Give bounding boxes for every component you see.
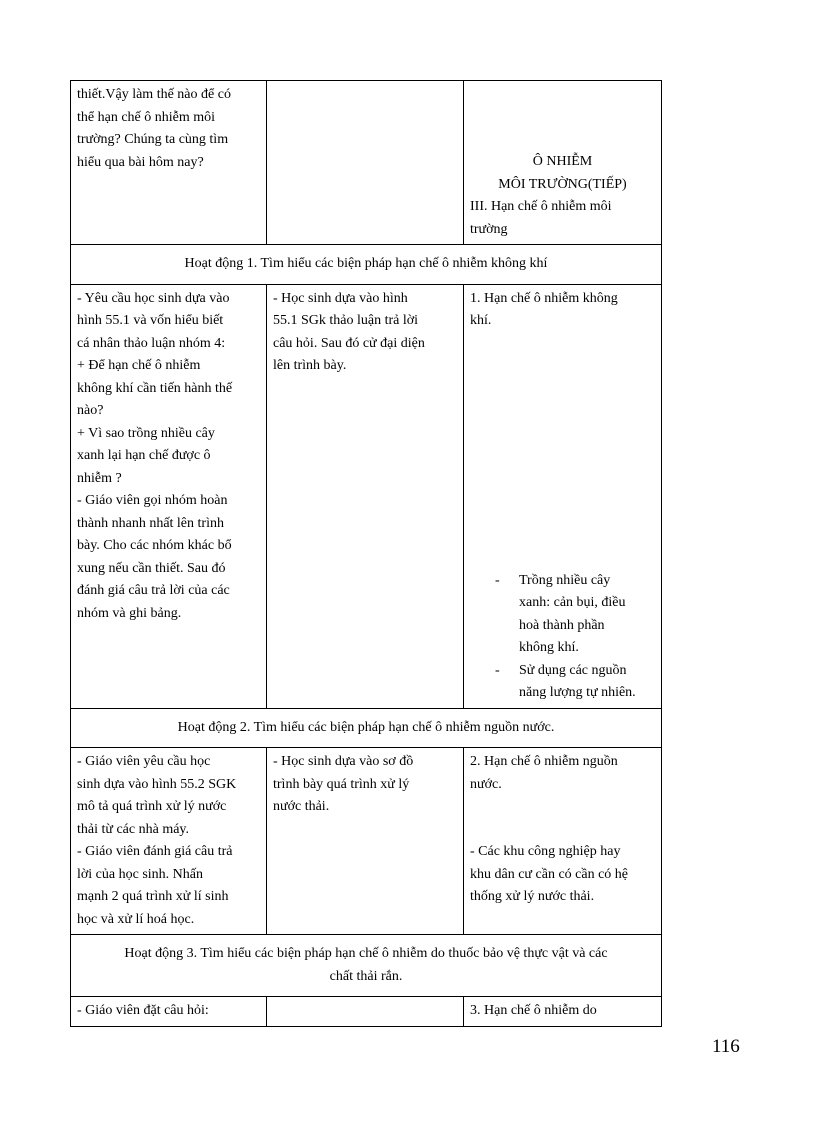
text-line: không khí. — [519, 640, 579, 655]
text-line: đánh giá câu trả lời của các — [77, 583, 230, 598]
page-number: 116 — [712, 1036, 740, 1057]
text-line: thiết.Vậy làm thế nào để có — [77, 87, 231, 102]
table-row — [71, 935, 662, 997]
text-line: hiểu qua bài hôm nay? — [77, 154, 204, 170]
text-line: 55.1 SGk thảo luận trả lời — [273, 313, 419, 328]
text-line: - Các khu công nghiệp hay — [470, 844, 621, 859]
text-line: trình bày quá trình xử lý — [273, 776, 410, 792]
table-row — [71, 81, 662, 245]
text-line: không khí cần tiến hành thế — [77, 380, 233, 396]
text-line: học và xử lí hoá học. — [77, 911, 195, 927]
text-line: khu dân cư cần có cần có hệ — [470, 866, 629, 882]
section-heading: nước. — [470, 776, 502, 792]
section-heading: 1. Hạn chế ô nhiễm không — [470, 290, 618, 306]
text-line: nào? — [77, 403, 104, 418]
table-row — [71, 708, 662, 748]
text-line: - Giáo viên yêu cầu học — [77, 754, 211, 769]
content-cell — [464, 997, 662, 1027]
table-row — [71, 284, 662, 708]
text-line: cá nhân thảo luận nhóm 4: — [77, 335, 226, 351]
text-line: mạnh 2 quá trình xử lí sinh — [77, 889, 229, 904]
section-heading: 2. Hạn chế ô nhiễm nguồn — [470, 754, 618, 769]
text-line: thống xử lý nước thải. — [470, 889, 595, 904]
text-line: chất thải rắn. — [329, 968, 403, 984]
activity-2-heading: Hoạt động 2. Tìm hiểu các biện pháp hạn chế ô nhiễm nguồn nước. — [71, 708, 662, 748]
content-cell — [464, 81, 662, 245]
text-line: sinh dựa vào hình 55.2 SGK — [77, 776, 237, 792]
text-line: năng lượng tự nhiên. — [519, 685, 636, 700]
text-line: lên trình bày. — [273, 358, 347, 373]
text-line: hình 55.1 và vốn hiểu biết — [77, 313, 224, 328]
lesson-title: MÔI TRƯỜNG(TIẾP) — [498, 176, 627, 192]
student-activity-cell — [267, 997, 464, 1027]
text-line: lời của học sinh. Nhấn — [77, 866, 203, 882]
text-line: - Yêu cầu học sinh dựa vào — [77, 290, 230, 306]
teacher-activity-cell — [71, 284, 267, 708]
student-activity-cell — [267, 81, 464, 245]
student-activity-cell — [267, 748, 464, 935]
section-heading: trường — [470, 221, 508, 237]
measures-list — [470, 570, 655, 705]
text-line: - Giáo viên đánh giá câu trả — [77, 844, 233, 859]
section-heading: 3. Hạn chế ô nhiễm do — [470, 1003, 597, 1018]
text-line: Trồng nhiều cây — [519, 572, 611, 588]
text-line: + Vì sao trồng nhiều cây — [77, 425, 215, 441]
activity-1-heading: Hoạt động 1. Tìm hiểu các biện pháp hạn chế ô nhiễm không khí — [71, 245, 662, 285]
table-row — [71, 748, 662, 935]
lesson-table — [70, 80, 662, 1027]
text-line: + Để hạn chế ô nhiễm — [77, 358, 201, 373]
list-item — [495, 660, 655, 705]
text-line: Sử dụng các nguồn — [519, 662, 627, 678]
text-line: xanh: cản bụi, điều — [519, 595, 626, 610]
text-line: - Học sinh dựa vào hình — [273, 290, 408, 306]
text-line: thải từ các nhà máy. — [77, 821, 190, 837]
activity-3-heading — [71, 935, 662, 997]
section-heading: khí. — [470, 313, 492, 328]
text-line: xung nếu cần thiết. Sau đó — [77, 560, 226, 576]
teacher-activity-cell — [71, 997, 267, 1027]
text-line: nhiễm ? — [77, 470, 122, 486]
text-line: xanh lại hạn chế được ô — [77, 448, 211, 463]
lesson-title: Ô NHIỄM — [532, 154, 593, 169]
text-line: hoà thành phần — [519, 617, 605, 633]
list-item — [495, 570, 655, 660]
text-line: nước thải. — [273, 799, 330, 814]
bullet-dash: - — [495, 572, 500, 588]
text-line: - Học sinh dựa vào sơ đồ — [273, 754, 414, 769]
bullet-dash: - — [495, 662, 500, 678]
student-activity-cell — [267, 284, 464, 708]
text-line: Hoạt động 3. Tìm hiểu các biện pháp hạn chế ô nhiễm do thuốc bảo vệ thực vật và các — [124, 946, 608, 961]
text-line: nhóm và ghi bảng. — [77, 605, 182, 621]
section-heading: III. Hạn chế ô nhiễm môi — [470, 199, 612, 214]
teacher-activity-cell — [71, 81, 267, 245]
content-cell — [464, 284, 662, 708]
text-line: bày. Cho các nhóm khác bổ — [77, 538, 232, 553]
text-line: - Giáo viên đặt câu hỏi: — [77, 1003, 209, 1018]
text-line: thể hạn chế ô nhiễm môi — [77, 109, 216, 125]
text-line: trường? Chúng ta cùng tìm — [77, 132, 229, 147]
text-line: mô tả quá trình xử lý nước — [77, 799, 227, 814]
content-cell — [464, 748, 662, 935]
table-row — [71, 245, 662, 285]
text-line: câu hỏi. Sau đó cử đại diện — [273, 335, 425, 351]
teacher-activity-cell — [71, 748, 267, 935]
table-row — [71, 997, 662, 1027]
text-line: - Giáo viên gọi nhóm hoàn — [77, 493, 228, 508]
text-line: thành nhanh nhất lên trình — [77, 515, 224, 531]
